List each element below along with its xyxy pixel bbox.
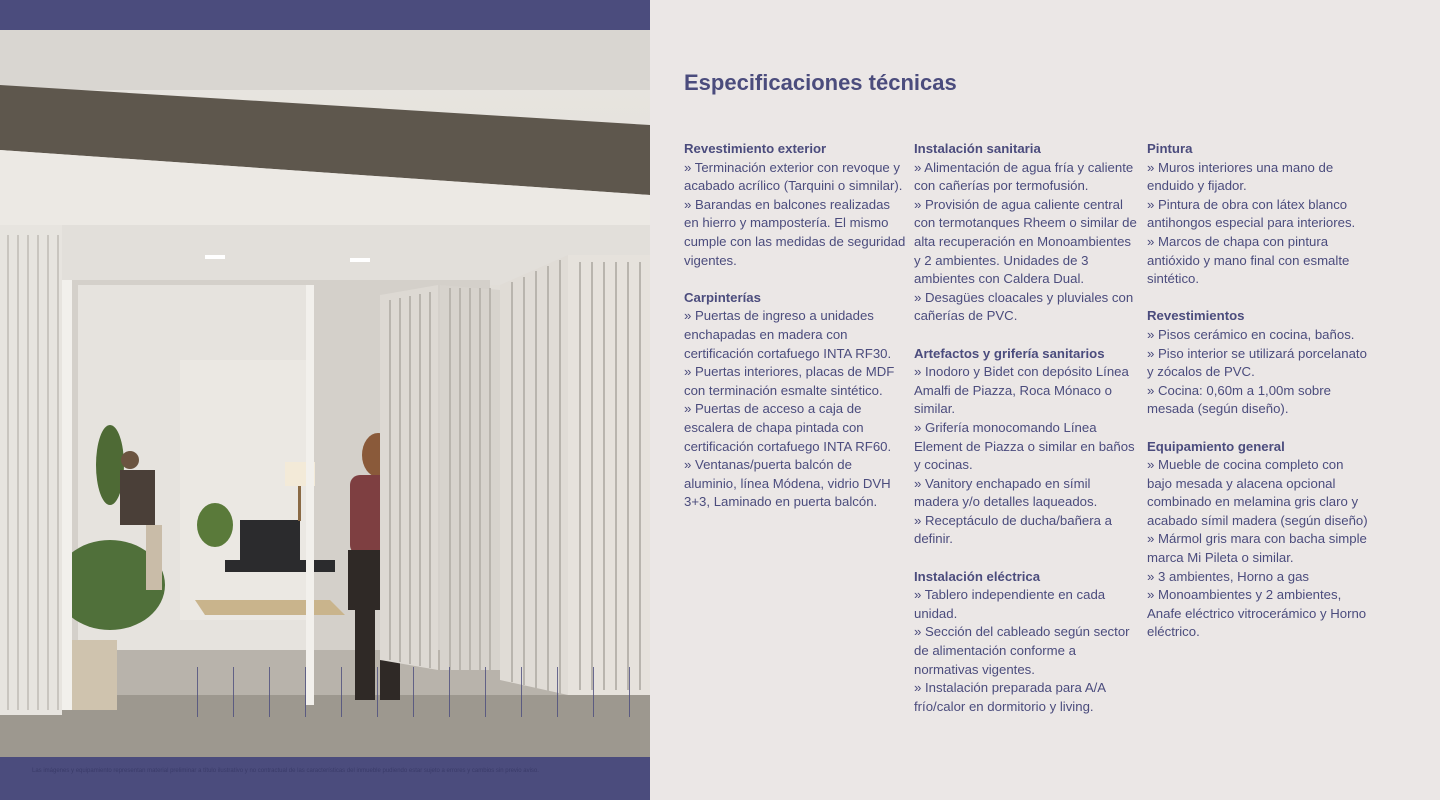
building-entrance-photo [0, 30, 650, 757]
section-title: Pintura [1147, 141, 1193, 156]
spec-item: » Cocina: 0,60m a 1,00m sobre mesada (según diseño). [1147, 382, 1331, 417]
tick-line [521, 667, 522, 717]
spec-item: » Mármol gris mara con bacha simple marca Mi Pileta o similar. [1147, 531, 1367, 566]
spec-item: » Terminación exterior con revoque y acabado acrílico (Tarquini o simnilar). [684, 159, 903, 194]
spec-item: » Instalación preparada para A/A frío/calor en dormitorio y living. [914, 680, 1106, 714]
tick-line [593, 667, 594, 717]
spec-item: » Monoambientes y 2 ambientes, Anafe eléctrico vitrocerámico y Horno eléctrico. [1147, 587, 1367, 640]
spec-item: » Vanitory enchapado en símil madera y/o detalles laqueados. [914, 475, 1098, 510]
spec-item: » Pisos cerámico en cocina, baños. [1147, 326, 1355, 342]
section-title: Artefactos y grifería sanitarios [914, 345, 1105, 361]
spec-item: » Puertas interiores, placas de MDF con terminación esmalte sintético. [684, 364, 895, 398]
tick-line [449, 667, 450, 717]
spec-item: » Piso interior se utilizará porcelanato y zócalos de PVC. [1147, 345, 1367, 380]
spec-section-instalacion-sanitaria [914, 140, 1138, 326]
spec-section-instalacion-electrica [914, 568, 1138, 717]
page-title: Especificaciones técnicas [684, 70, 957, 95]
spec-section-artefactos-griferia [914, 345, 1138, 550]
tick-line [305, 667, 306, 717]
section-title: Revestimiento exterior [684, 141, 827, 156]
spec-item: » 3 ambientes, Horno a gas [1147, 568, 1310, 584]
spec-item: » Pintura de obra con látex blanco antihongos especial para interiores. [1147, 196, 1356, 231]
tick-line [485, 667, 486, 717]
spec-column-1 [684, 140, 906, 530]
disclaimer-text: Las imágenes y equipamiento representan material preliminar a título ilustrativo y no contractual de las características del inmueble pudiendo estar sujeto a errores y cambios sin previo aviso. [32, 768, 539, 774]
specifications-panel [650, 0, 1440, 800]
spec-column-2 [914, 140, 1138, 735]
section-title: Revestimientos [1147, 308, 1245, 324]
spec-item: » Provisión de agua caliente central con termotanques Rheem o similar de alta recuperación en Monoambientes y 2 ambientes. Unidades de 3 ambientes con Caldera Dual. [914, 196, 1137, 287]
spec-column-3 [1147, 140, 1369, 661]
tick-line [413, 667, 414, 717]
spec-item: » Receptáculo de ducha/bañera a definir. [914, 512, 1112, 547]
section-title: Instalación eléctrica [914, 568, 1041, 584]
spec-item: » Puertas de acceso a caja de escalera de chapa pintada con certificación cortafuego INTA RF60. [684, 401, 892, 454]
spec-section-equipamiento-general [1147, 438, 1369, 643]
spec-item: » Tablero independiente en cada unidad. [914, 587, 1106, 621]
spec-item: » Ventanas/puerta balcón de aluminio, línea Módena, vidrio DVH 3+3, Laminado en puerta balcón. [684, 457, 891, 510]
tick-line [629, 667, 630, 717]
spec-item: » Desagües cloacales y pluviales con cañerías de PVC. [914, 289, 1134, 324]
spec-item: » Sección del cableado según sector de alimentación conforme a normativas vigentes. [914, 624, 1130, 677]
spec-section-pintura [1147, 140, 1369, 289]
tick-line [269, 667, 270, 717]
tick-line [233, 667, 234, 717]
spec-item: » Muros interiores una mano de enduido y fijador. [1147, 159, 1334, 194]
spec-item: » Barandas en balcones realizadas en hierro y mampostería. El mismo cumple con las medidas de seguridad vigentes. [684, 196, 906, 268]
spec-item: » Puertas de ingreso a unidades enchapadas en madera con certificación cortafuego INTA RF30. [684, 308, 892, 361]
tick-line [341, 667, 342, 717]
spec-item: » Alimentación de agua fría y caliente con cañerías por termofusión. [914, 159, 1134, 194]
section-title: Carpinterías [684, 289, 761, 305]
spec-item: » Grifería monocomando Línea Element de Piazza o similar en baños y cocinas. [914, 419, 1135, 473]
spec-item: » Mueble de cocina completo con bajo mesada y alacena opcional combinado en melamina gris claro y acabado símil madera (según diseño) [1147, 457, 1368, 528]
tick-line [197, 667, 198, 717]
spec-section-revestimientos [1147, 307, 1369, 419]
spec-section-revestimiento-exterior [684, 140, 906, 270]
spec-section-carpinterias [684, 289, 906, 512]
section-title: Instalación sanitaria [914, 141, 1041, 156]
spec-item: » Inodoro y Bidet con depósito Línea Amalfi de Piazza, Roca Mónaco o similar. [914, 364, 1129, 417]
tick-line [377, 667, 378, 717]
spec-item: » Marcos de chapa con pintura antióxido y mano final con esmalte sintético. [1147, 233, 1350, 287]
tick-line [557, 667, 558, 717]
building-entrance-illustration [0, 30, 650, 757]
section-title: Equipamiento general [1147, 438, 1285, 454]
